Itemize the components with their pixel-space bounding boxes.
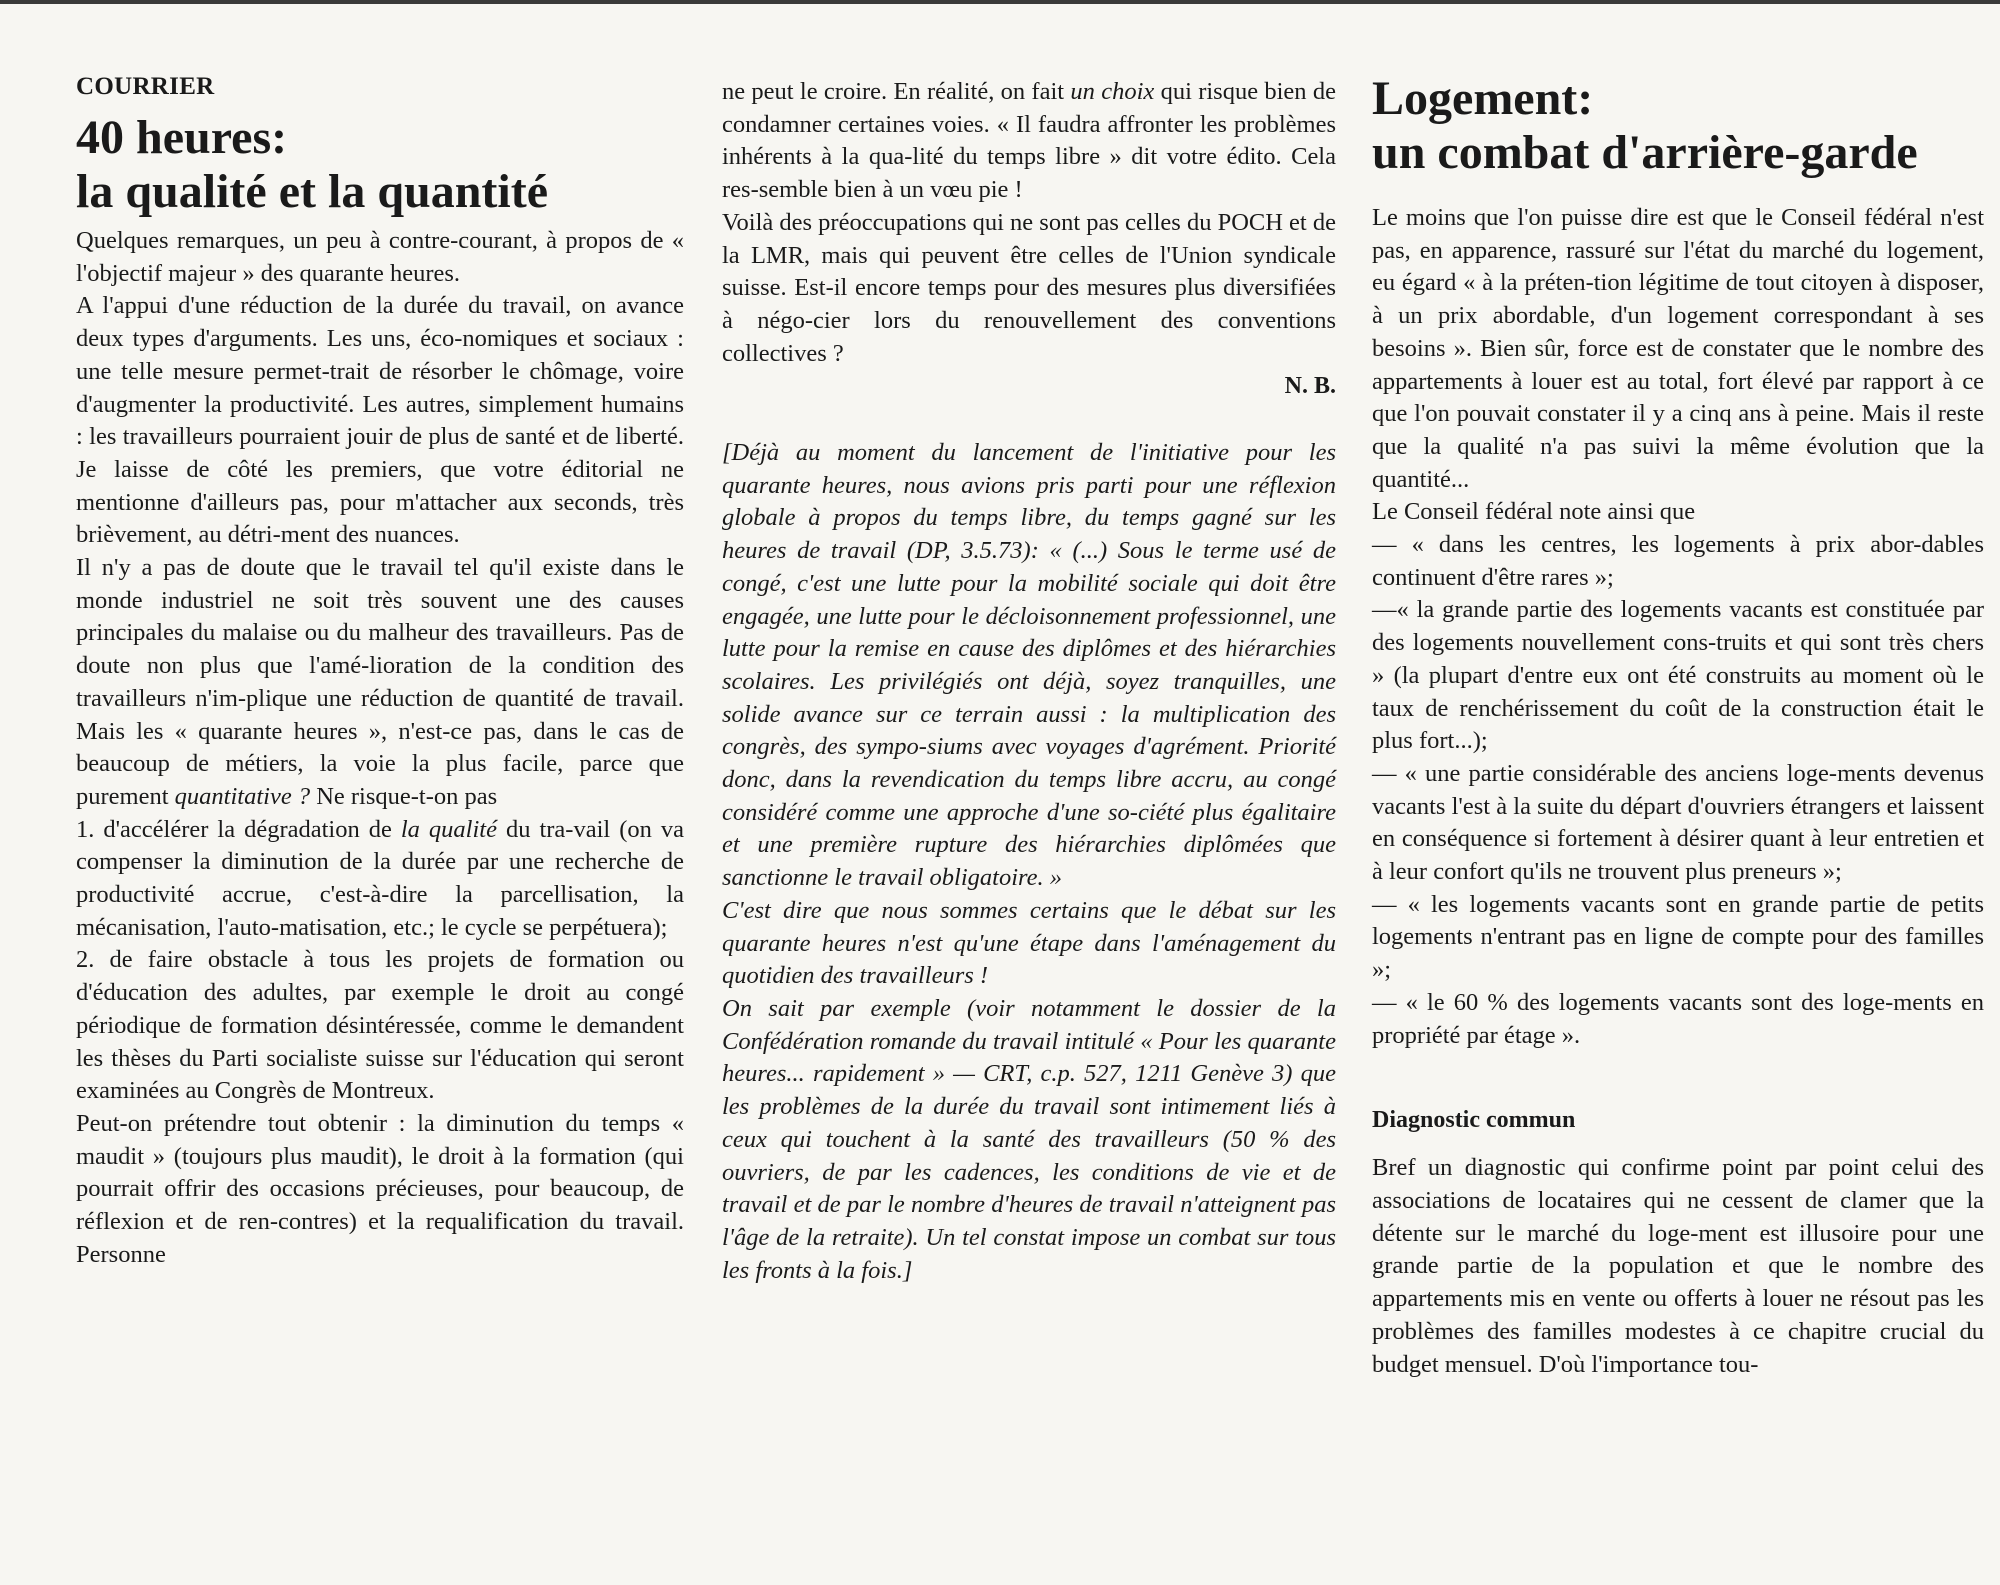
italic-text: quantitative ? [174,782,311,810]
spacer [722,403,1336,437]
title-line-1: Logement: [1372,72,1594,125]
paragraph: A l'appui d'une réduction de la durée du travail, on avance deux types d'arguments. Les uns, éco-nomiques et sociaux : une telle mesure permet-trait de résorber le chômage, voire d'augmenter la productivité. Les autres, simplement humains : les travailleurs pourraient jouir de plus de santé et de liberté. Je laisse de côté les premiers, que votre éditorial ne mentionne d'ailleurs pas, pour m'attacher aux seconds, très brièvement, au détri-ment des nuances. [76,292,684,549]
editorial-reply: C'est dire que nous sommes certains que le débat sur les quarante heures n'est qu'une étape dans l'aménagement du quotidien des travailleurs ! [722,896,1336,990]
quote-item: — « une partie considérable des anciens loge-ments devenus vacants l'est à la suite du départ d'ouvriers étrangers et laissent en conséquence si fortement à désirer quant à leur entretien et à leur confort qu'ils ne trouvent plus preneurs »; [1372,759,1984,886]
text-run: ne peut le croire. En réalité, on fait [722,78,1071,105]
article-title [1372,72,1984,180]
paragraph: Le moins que l'on puisse dire est que le Conseil fédéral n'est pas, en apparence, rassuré sur l'état du marché du logement, eu égard « à la préten-tion légitime de tout citoyen à disposer, à un prix abordable, d'un logement correspondant à ses besoins ». Bien sûr, force est de constater que le nombre des appartements à louer est au total, fort élevé par rapport à ce que l'on pouvait constater il y a cinq ans à peine. Mais il reste que la qualité n'a pas suivi la même évolution que la quantité... [1372,204,1984,493]
editorial-reply: [Déjà au moment du lancement de l'initiative pour les quarante heures, nous avions pris parti pour une réflexion globale à propos du temps libre, du temps gagné sur les heures de travail (DP, 3.5.73): « (...) Sous le terme usé de congé, c'est une lutte pour la mobilité sociale qui doit être engagée, une lutte pour le décloisonnement professionnel, une lutte pour la remise en cause des diplômes et des hiérarchies scolaires. Les privilégiés ont déjà, soyez tranquilles, une solide avance sur ce terrain aussi : la multiplication des congrès, des sympo-siums avec voyages d'agrément. Priorité donc, dans la revendication du temps libre accru, au congé considéré comme une approche d'une so-ciété plus égalitaire et une première rupture des hiérarchies diplômées que sanctionne le travail obligatoire. » [722,439,1336,892]
text-run: Il n'y a pas de doute que le travail tel qu'il existe dans le monde industriel ne soit très souvent une des causes principales du malaise ou du malheur des travailleurs. Pas de doute non plus que l'amé-lioration de la condition des travailleurs n'im-plique une réduction de quantité de travail. Mais les « quarante heures », n'est-ce pas, dans le cas de beaucoup de métiers, la voie la plus facile, parce que purement [76,554,684,810]
paragraph: Voilà des préoccupations qui ne sont pas celles du POCH et de la LMR, mais qui peuvent être celles de l'Union syndicale suisse. Est-il encore temps pour des mesures plus diversifiées à négo-cier lors du renouvellement des conventions collectives ? [722,208,1336,367]
right-article [1372,72,1984,1381]
list-item [76,814,684,945]
italic-text: la qualité [400,815,497,843]
paragraph [76,552,684,814]
subheading: Diagnostic commun [1372,1107,1576,1134]
paragraph: Le Conseil fédéral note ainsi que [1372,498,1696,526]
section-label: COURRIER [76,73,215,100]
quote-item: — « les logements vacants sont en grande partie de petits logements n'entrant pas en ligne de compte pour des familles »; [1372,890,1984,984]
quote-item: — « le 60 % des logements vacants sont des loge-ments en propriété par étage ». [1372,988,1984,1049]
title-line-1: 40 heures: [76,111,288,164]
editorial-reply: On sait par exemple (voir notamment le dossier de la Confédération romande du travail intitulé « Pour les quarante heures... rapidement » — CRT, c.p. 527, 1211 Genève 3) que les problèmes de la durée du travail sont intimement liés à ceux qui touchent à la santé des travailleurs (50 % des ouvriers, de par les cadences, les conditions de vie et de travail et de par le nombre d'heures de travail n'atteignent pas l'âge de la retraite). Un tel constat impose un combat sur tous les fronts à la fois.] [722,994,1336,1284]
article-title [76,111,684,219]
paragraph [722,76,1336,207]
text-run: du tra-vail (on va compenser la diminution de la durée par une recherche de productivité accrue, c'est-à-dire la parcellisation, la mécanisation, l'auto-matisation, etc.; le cycle se perpétuera); [76,815,684,941]
title-line-2: un combat d'arrière-garde [1372,126,1918,179]
text-run: 1. d'accélérer la dégradation de [76,815,401,843]
author-signature: N. B. [1284,373,1336,400]
title-line-2: la qualité et la quantité [76,165,549,218]
paragraph: Bref un diagnostic qui confirme point par point celui des associations de locataires qui ne cessent de clamer que la détente sur le marché du loge-ment est illusoire pour une grande partie de la population et que le nombre des appartements mis en vente ou offerts à louer ne résout pas les problèmes des familles modestes à ce chapitre crucial du budget mensuel. D'où l'importance tou- [1372,1154,1984,1378]
paragraph: Peut-on prétendre tout obtenir : la diminution du temps « maudit » (toujours plus maudit), le droit à la formation (qui pourrait offrir des occasions précieuses, pour beaucoup, de réflexion et de ren-contres) et la requalification du travail. Personne [76,1109,684,1268]
paragraph: Quelques remarques, un peu à contre-courant, à propos de « l'objectif majeur » des quarante heures. [76,227,684,287]
list-item: 2. de faire obstacle à tous les projets de formation ou d'éducation des adultes, par exemple le droit au congé périodique de formation désintéressée, comme le demandent les thèses du Parti socialiste suisse sur l'éducation qui seront examinées au Congrès de Montreux. [76,946,684,1105]
quote-item: — « dans les centres, les logements à prix abor-dables continuent d'être rares »; [1372,531,1984,591]
quote-item: —« la grande partie des logements vacants est constituée par des logements nouvellement cons-truits et qui sont très chers » (la plupart d'entre eux ont été construits au moment où le taux de renchérissement du coût de la construction était le plus fort...); [1372,596,1984,755]
top-rule [0,0,2000,4]
text-run: qui risque bien de condamner certaines voies. « Il faudra affronter les problèmes inhérents à la qua-lité du temps libre » dit votre édito. Cela res-semble bien à un vœu pie ! [722,78,1336,204]
italic-text: un choix [1070,78,1155,105]
left-article [76,73,684,1272]
text-run: Ne risque-t-on pas [310,782,498,810]
middle-column [722,76,1336,1287]
